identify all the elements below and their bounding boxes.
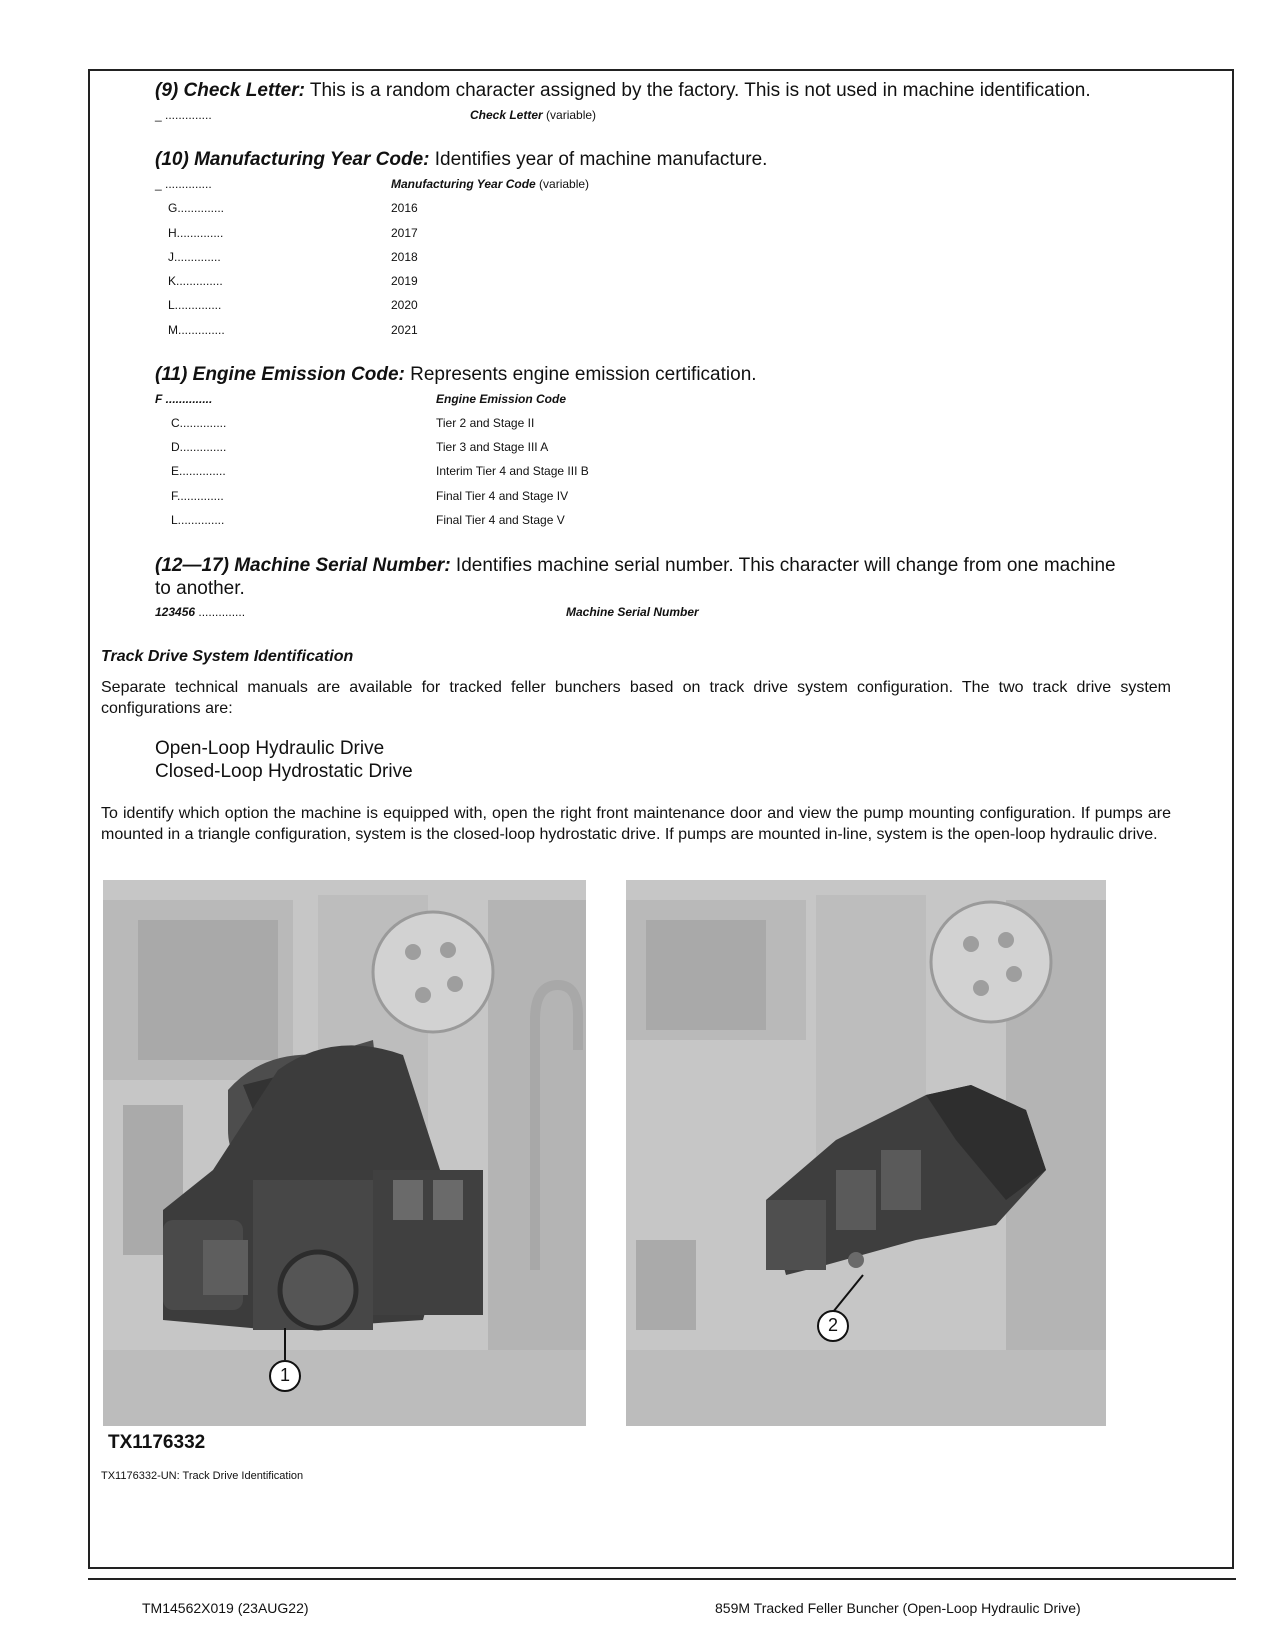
year-code-row-code: K.............. xyxy=(168,274,223,288)
serial-number-heading: (12—17) Machine Serial Number: Identifies machine serial number. This character will change from one machine xyxy=(155,555,1116,576)
emission-code-heading: (11) Engine Emission Code: Represents engine emission certification. xyxy=(155,364,757,385)
serial-number-meaning: Machine Serial Number xyxy=(566,605,699,619)
footer-manual-id: TM14562X019 (23AUG22) xyxy=(142,1600,309,1616)
year-code-row-code: L.............. xyxy=(168,298,222,312)
emission-code-row-value: Final Tier 4 and Stage V xyxy=(436,513,565,527)
emission-code-row-code: L.............. xyxy=(171,513,225,527)
footer-manual-title: 859M Tracked Feller Buncher (Open-Loop Hydraulic Drive) xyxy=(715,1600,1081,1616)
emission-code-header-meaning: Engine Emission Code xyxy=(436,392,567,406)
year-code-row-value: 2018 xyxy=(391,250,418,264)
footer-rule xyxy=(88,1578,1236,1580)
emission-code-header-code: F .............. xyxy=(155,392,213,406)
year-code-row-code: J.............. xyxy=(168,250,221,264)
emission-code-row-value: Tier 2 and Stage II xyxy=(436,416,535,430)
emission-code-row-code: E.............. xyxy=(171,464,226,478)
figure-caption: TX1176332-UN: Track Drive Identification xyxy=(101,1470,304,1482)
callout-2-leader xyxy=(833,1275,863,1312)
check-letter-code: _ .............. xyxy=(155,108,212,122)
check-letter-heading: (9) Check Letter: This is a random character assigned by the factory. This is not used in machine identification. xyxy=(155,80,1091,101)
callout-1-label: 1 xyxy=(279,1365,290,1385)
emission-code-row-value: Tier 3 and Stage III A xyxy=(436,440,549,454)
year-code-row-value: 2016 xyxy=(391,201,418,215)
year-code-row-code: H.............. xyxy=(168,226,224,240)
track-drive-intro: Separate technical manuals are available for tracked feller bunchers based on track drive system configuration. The two track drive system configurations are: xyxy=(101,679,1171,717)
year-code-row-value: 2021 xyxy=(391,323,418,337)
track-drive-heading: Track Drive System Identification xyxy=(101,648,354,665)
track-drive-option: Closed-Loop Hydrostatic Drive xyxy=(155,761,413,782)
emission-code-row-value: Interim Tier 4 and Stage III B xyxy=(436,464,589,478)
year-code-header-meaning: Manufacturing Year Code (variable) xyxy=(391,177,590,191)
callout-layer xyxy=(103,880,1106,1426)
check-letter-meaning: Check Letter (variable) xyxy=(470,108,597,122)
track-drive-option: Open-Loop Hydraulic Drive xyxy=(155,738,385,759)
track-drive-instructions: To identify which option the machine is equipped with, open the right front maintenance door and view the pump mounting configuration. If pumps are mounted in a triangle configuration, system is the closed-loop hydrostatic drive. If pumps are mounted in-line, system is the open-loop hydraulic drive. xyxy=(101,805,1171,843)
emission-code-row-code: D.............. xyxy=(171,440,227,454)
year-code-row-value: 2017 xyxy=(391,226,418,240)
year-code-row-value: 2019 xyxy=(391,274,418,288)
emission-code-row-code: C.............. xyxy=(171,416,227,430)
emission-code-row-value: Final Tier 4 and Stage IV xyxy=(436,489,569,503)
emission-code-row-code: F.............. xyxy=(171,489,224,503)
year-code-row-code: M.............. xyxy=(168,323,225,337)
figure-id: TX1176332 xyxy=(108,1432,206,1453)
year-code-row-code: G.............. xyxy=(168,201,225,215)
serial-number-code: 123456 .............. xyxy=(155,605,246,619)
year-code-header-code: _ .............. xyxy=(155,177,212,191)
year-code-row-value: 2020 xyxy=(391,298,418,312)
serial-number-heading-cont: to another. xyxy=(155,578,245,599)
year-code-heading: (10) Manufacturing Year Code: Identifies year of machine manufacture. xyxy=(155,149,768,170)
callout-2-label: 2 xyxy=(827,1315,838,1335)
